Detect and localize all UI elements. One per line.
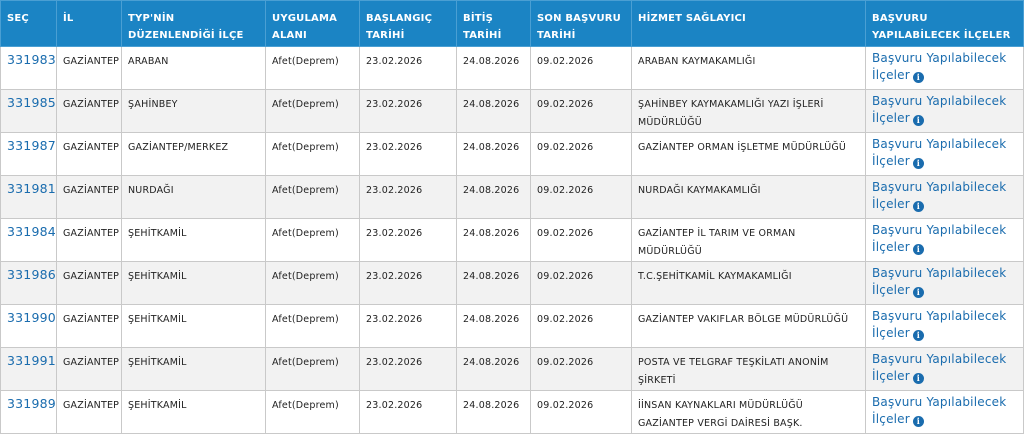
bitis-tarihi-cell: 24.08.2026	[457, 391, 531, 434]
basvuru-ilceler-link[interactable]	[872, 137, 1006, 168]
il-cell: GAZİANTEP	[57, 133, 122, 176]
col-header-alan[interactable]: UYGULAMA ALANI	[266, 1, 360, 47]
table-row	[1, 262, 1024, 305]
baslangic-tarihi-cell: 23.02.2026	[360, 90, 457, 133]
hizmet-saglayici-cell: NURDAĞI KAYMAKAMLIĞI	[632, 176, 866, 219]
col-header-il[interactable]: İL	[57, 1, 122, 47]
il-cell: GAZİANTEP	[57, 176, 122, 219]
sec-cell	[1, 133, 57, 176]
il-cell: GAZİANTEP	[57, 90, 122, 133]
ilce-cell: ŞEHİTKAMİL	[122, 219, 266, 262]
basvuru-ilceler-label: Başvuru Yapılabilecek İlçeler	[872, 51, 1007, 82]
baslangic-tarihi-cell: 23.02.2026	[360, 47, 457, 90]
hizmet-saglayici-cell: POSTA VE TELGRAF TEŞKİLATI ANONİM ŞİRKETİ	[632, 348, 866, 391]
uygulama-alani-cell: Afet(Deprem)	[266, 90, 360, 133]
table-row	[1, 219, 1024, 262]
bitis-tarihi-cell: 24.08.2026	[457, 262, 531, 305]
basvuru-ilceler-link[interactable]	[872, 352, 1006, 383]
son-basvuru-tarihi-cell: 09.02.2026	[531, 90, 632, 133]
basvuru-ilceler-link[interactable]	[872, 309, 1006, 340]
bitis-tarihi-cell: 24.08.2026	[457, 133, 531, 176]
basvuru-ilceler-label: Başvuru Yapılabilecek İlçeler	[872, 352, 1007, 383]
table-row	[1, 391, 1024, 434]
col-header-bitis[interactable]: BİTİŞ TARİHİ	[457, 1, 531, 47]
bitis-tarihi-cell: 24.08.2026	[457, 305, 531, 348]
info-icon[interactable]: i	[913, 330, 924, 341]
baslangic-tarihi-cell: 23.02.2026	[360, 176, 457, 219]
select-link[interactable]: 331986	[7, 267, 56, 282]
hizmet-saglayici-cell: ARABAN KAYMAKAMLIĞI	[632, 47, 866, 90]
baslangic-tarihi-cell: 23.02.2026	[360, 305, 457, 348]
ilce-cell: ŞEHİTKAMİL	[122, 391, 266, 434]
sec-cell	[1, 90, 57, 133]
ilce-cell: ŞAHİNBEY	[122, 90, 266, 133]
il-cell: GAZİANTEP	[57, 219, 122, 262]
table-row	[1, 176, 1024, 219]
table-row	[1, 133, 1024, 176]
select-link[interactable]: 331984	[7, 224, 56, 239]
baslangic-tarihi-cell: 23.02.2026	[360, 219, 457, 262]
son-basvuru-tarihi-cell: 09.02.2026	[531, 133, 632, 176]
bitis-tarihi-cell: 24.08.2026	[457, 219, 531, 262]
select-link[interactable]: 331990	[7, 310, 56, 325]
son-basvuru-tarihi-cell: 09.02.2026	[531, 219, 632, 262]
sec-cell	[1, 305, 57, 348]
basvuru-ilceler-link[interactable]	[872, 180, 1006, 211]
il-cell: GAZİANTEP	[57, 391, 122, 434]
basvuru-ilceler-label: Başvuru Yapılabilecek İlçeler	[872, 309, 1007, 340]
son-basvuru-tarihi-cell: 09.02.2026	[531, 47, 632, 90]
uygulama-alani-cell: Afet(Deprem)	[266, 348, 360, 391]
table-row	[1, 305, 1024, 348]
il-cell: GAZİANTEP	[57, 262, 122, 305]
ilce-cell: NURDAĞI	[122, 176, 266, 219]
col-header-hizmet-saglayici[interactable]: HİZMET SAĞLAYICI	[632, 1, 866, 47]
basvuru-ilceler-label: Başvuru Yapılabilecek İlçeler	[872, 180, 1007, 211]
ilceler-cell	[866, 262, 1024, 305]
uygulama-alani-cell: Afet(Deprem)	[266, 47, 360, 90]
basvuru-ilceler-link[interactable]	[872, 51, 1006, 82]
ilceler-cell	[866, 391, 1024, 434]
basvuru-ilceler-label: Başvuru Yapılabilecek İlçeler	[872, 94, 1007, 125]
info-icon[interactable]: i	[913, 158, 924, 169]
col-header-son-basvuru[interactable]: SON BAŞVURU TARİHİ	[531, 1, 632, 47]
select-link[interactable]: 331987	[7, 138, 56, 153]
ilce-cell: ARABAN	[122, 47, 266, 90]
ilceler-cell	[866, 90, 1024, 133]
info-icon[interactable]: i	[913, 201, 924, 212]
basvuru-ilceler-label: Başvuru Yapılabilecek İlçeler	[872, 266, 1007, 297]
uygulama-alani-cell: Afet(Deprem)	[266, 262, 360, 305]
info-icon[interactable]: i	[913, 72, 924, 83]
son-basvuru-tarihi-cell: 09.02.2026	[531, 348, 632, 391]
table-row	[1, 90, 1024, 133]
sec-cell	[1, 262, 57, 305]
uygulama-alani-cell: Afet(Deprem)	[266, 176, 360, 219]
sec-cell	[1, 176, 57, 219]
col-header-ilceler[interactable]: BAŞVURU YAPILABİLECEK İLÇELER	[866, 1, 1024, 47]
baslangic-tarihi-cell: 23.02.2026	[360, 391, 457, 434]
sec-cell	[1, 47, 57, 90]
info-icon[interactable]: i	[913, 416, 924, 427]
info-icon[interactable]: i	[913, 287, 924, 298]
info-icon[interactable]: i	[913, 373, 924, 384]
uygulama-alani-cell: Afet(Deprem)	[266, 305, 360, 348]
ilce-cell: ŞEHİTKAMİL	[122, 348, 266, 391]
basvuru-ilceler-link[interactable]	[872, 395, 1006, 426]
table-row	[1, 348, 1024, 391]
basvuru-ilceler-link[interactable]	[872, 94, 1006, 125]
col-header-sec[interactable]: SEÇ	[1, 1, 57, 47]
ilce-cell: GAZİANTEP/MERKEZ	[122, 133, 266, 176]
ilceler-cell	[866, 176, 1024, 219]
il-cell: GAZİANTEP	[57, 348, 122, 391]
uygulama-alani-cell: Afet(Deprem)	[266, 391, 360, 434]
sec-cell	[1, 219, 57, 262]
ilceler-cell	[866, 219, 1024, 262]
uygulama-alani-cell: Afet(Deprem)	[266, 219, 360, 262]
son-basvuru-tarihi-cell: 09.02.2026	[531, 305, 632, 348]
col-header-ilce[interactable]: TYP'NİN DÜZENLENDİĞİ İLÇE	[122, 1, 266, 47]
ilceler-cell	[866, 348, 1024, 391]
col-header-baslangic[interactable]: BAŞLANGIÇ TARİHİ	[360, 1, 457, 47]
bitis-tarihi-cell: 24.08.2026	[457, 176, 531, 219]
ilceler-cell	[866, 133, 1024, 176]
basvuru-ilceler-label: Başvuru Yapılabilecek İlçeler	[872, 395, 1007, 426]
select-link[interactable]: 331991	[7, 353, 56, 368]
table-header-row	[1, 1, 1024, 47]
hizmet-saglayici-cell: ŞAHİNBEY KAYMAKAMLIĞI YAZI İŞLERİ MÜDÜRLÜĞÜ	[632, 90, 866, 133]
bitis-tarihi-cell: 24.08.2026	[457, 47, 531, 90]
baslangic-tarihi-cell: 23.02.2026	[360, 348, 457, 391]
info-icon[interactable]: i	[913, 244, 924, 255]
baslangic-tarihi-cell: 23.02.2026	[360, 133, 457, 176]
hizmet-saglayici-cell: T.C.ŞEHİTKAMİL KAYMAKAMLIĞI	[632, 262, 866, 305]
basvuru-ilceler-link[interactable]	[872, 266, 1006, 297]
bitis-tarihi-cell: 24.08.2026	[457, 348, 531, 391]
son-basvuru-tarihi-cell: 09.02.2026	[531, 262, 632, 305]
sec-cell	[1, 391, 57, 434]
ilce-cell: ŞEHİTKAMİL	[122, 305, 266, 348]
ilceler-cell	[866, 47, 1024, 90]
son-basvuru-tarihi-cell: 09.02.2026	[531, 176, 632, 219]
info-icon[interactable]: i	[913, 115, 924, 126]
baslangic-tarihi-cell: 23.02.2026	[360, 262, 457, 305]
hizmet-saglayici-cell: GAZİANTEP İL TARIM VE ORMAN MÜDÜRLÜĞÜ	[632, 219, 866, 262]
hizmet-saglayici-cell: GAZİANTEP ORMAN İŞLETME MÜDÜRLÜĞÜ	[632, 133, 866, 176]
bitis-tarihi-cell: 24.08.2026	[457, 90, 531, 133]
uygulama-alani-cell: Afet(Deprem)	[266, 133, 360, 176]
ilceler-cell	[866, 305, 1024, 348]
hizmet-saglayici-cell: GAZİANTEP VAKIFLAR BÖLGE MÜDÜRLÜĞÜ	[632, 305, 866, 348]
il-cell: GAZİANTEP	[57, 305, 122, 348]
basvuru-ilceler-link[interactable]	[872, 223, 1006, 254]
select-link[interactable]: 331985	[7, 95, 56, 110]
table-row	[1, 47, 1024, 90]
sec-cell	[1, 348, 57, 391]
son-basvuru-tarihi-cell: 09.02.2026	[531, 391, 632, 434]
il-cell: GAZİANTEP	[57, 47, 122, 90]
select-link[interactable]: 331981	[7, 181, 56, 196]
basvuru-ilceler-label: Başvuru Yapılabilecek İlçeler	[872, 223, 1007, 254]
ilce-cell: ŞEHİTKAMİL	[122, 262, 266, 305]
hizmet-saglayici-cell: İİNSAN KAYNAKLARI MÜDÜRLÜĞÜ GAZİANTEP VERGİ DAİRESİ BAŞK.	[632, 391, 866, 434]
select-link[interactable]: 331983	[7, 52, 56, 67]
basvuru-ilceler-label: Başvuru Yapılabilecek İlçeler	[872, 137, 1007, 168]
select-link[interactable]: 331989	[7, 396, 56, 411]
